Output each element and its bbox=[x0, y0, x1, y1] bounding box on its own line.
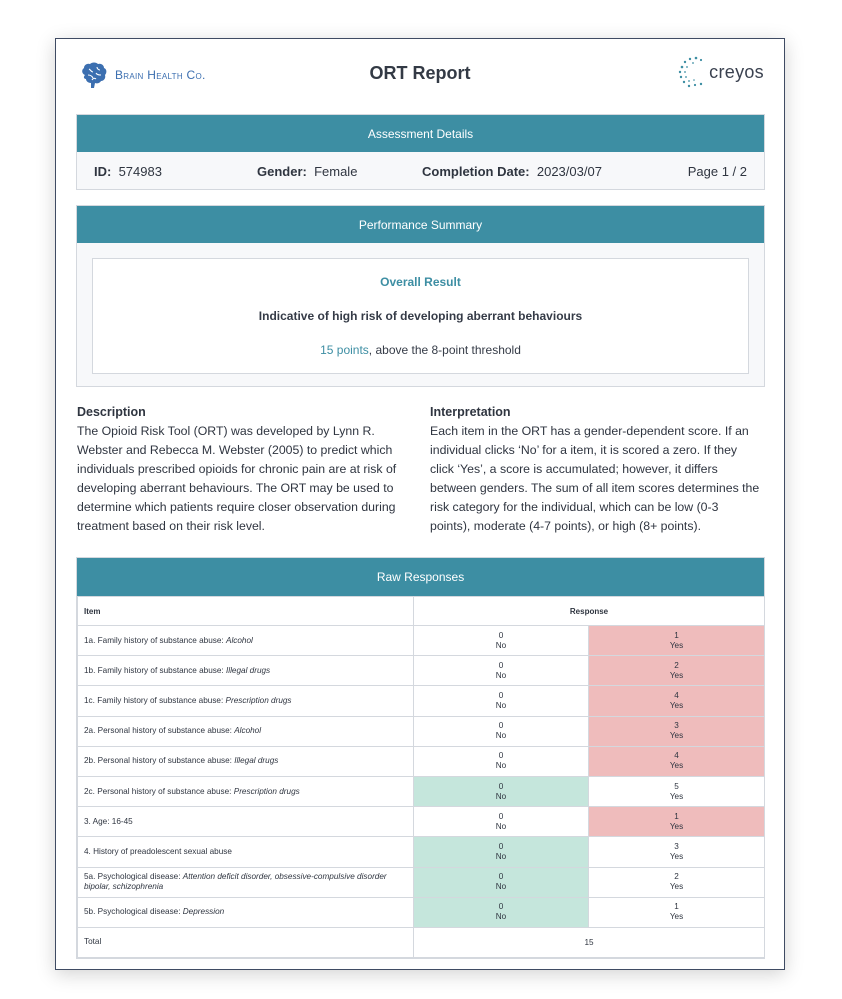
yes-label: Yes bbox=[669, 821, 684, 831]
yes-score: 4 bbox=[674, 690, 679, 700]
no-score: 0 bbox=[498, 841, 504, 851]
partner-logo bbox=[676, 55, 764, 89]
patient-id bbox=[94, 164, 162, 179]
yes-label: Yes bbox=[669, 670, 684, 680]
report-header bbox=[56, 39, 784, 114]
no-label: No bbox=[495, 912, 507, 922]
no-score: 0 bbox=[498, 872, 504, 882]
item-prefix: 4. History of preadolescent sexual abuse bbox=[84, 846, 232, 856]
item-label bbox=[78, 686, 414, 716]
raw-responses-title: Raw Responses bbox=[77, 558, 764, 596]
response-no-cell bbox=[414, 867, 589, 897]
id-value: 574983 bbox=[118, 164, 162, 179]
yes-label: Yes bbox=[669, 882, 684, 892]
item-prefix: 1c. Family history of substance abuse: bbox=[84, 695, 226, 705]
total-value: 15 bbox=[414, 927, 765, 957]
date-value: 2023/03/07 bbox=[536, 164, 602, 179]
response-yes-cell bbox=[589, 807, 765, 837]
response-yes-cell bbox=[589, 897, 765, 927]
table-row bbox=[78, 686, 765, 716]
table-row bbox=[78, 807, 765, 837]
no-score: 0 bbox=[498, 660, 504, 670]
item-column-header: Item bbox=[78, 597, 414, 626]
no-label: No bbox=[495, 640, 507, 650]
response-column-header: Response bbox=[414, 597, 765, 626]
brand-name: Brain Health Co. bbox=[115, 68, 206, 82]
response-no-cell bbox=[414, 807, 589, 837]
no-score: 0 bbox=[498, 630, 504, 640]
yes-score: 1 bbox=[674, 811, 679, 821]
report-page bbox=[55, 38, 785, 970]
total-row bbox=[78, 927, 765, 957]
no-label: No bbox=[495, 670, 507, 680]
response-yes-cell bbox=[589, 776, 765, 806]
overall-result-box bbox=[92, 258, 749, 374]
response-no-cell bbox=[414, 897, 589, 927]
yes-label: Yes bbox=[669, 761, 684, 771]
item-label bbox=[78, 837, 414, 867]
response-yes-cell bbox=[589, 746, 765, 776]
item-detail: Illegal drugs bbox=[226, 665, 271, 675]
yes-score: 2 bbox=[674, 872, 679, 882]
description-heading: Description bbox=[77, 405, 146, 419]
yes-score: 3 bbox=[674, 721, 679, 731]
item-prefix: 3. Age: 16-45 bbox=[84, 816, 133, 826]
total-label: Total bbox=[78, 927, 414, 957]
no-label: No bbox=[495, 700, 507, 710]
response-yes-cell bbox=[589, 626, 765, 656]
item-detail: Prescription drugs bbox=[225, 695, 292, 705]
item-detail: Alcohol bbox=[226, 635, 253, 645]
yes-score: 1 bbox=[674, 630, 679, 640]
no-label: No bbox=[495, 731, 507, 741]
table-row bbox=[78, 656, 765, 686]
description-text: The Opioid Risk Tool (ORT) was developed by Lynn R. Webster and Rebecca M. Webster (2005) to predict which individuals prescribed opioids for chronic pain are at risk of developing aberrant behaviours. The ORT may be used to determine which patients require closer observation during treatment based on their risk level. bbox=[77, 424, 397, 533]
interpretation-text: Each item in the ORT has a gender-dependent score. If an individual clicks ‘No’ for a item, it is scored a zero. If they click ‘Yes’, a score is accumulated; however, it differs between genders. The sum of all item scores determines the risk category for the individual, which can be low (0-3 points), moderate (4-7 points), or high (8+ points). bbox=[430, 424, 760, 533]
yes-score: 4 bbox=[674, 751, 679, 761]
yes-label: Yes bbox=[669, 700, 684, 710]
item-prefix: 2a. Personal history of substance abuse: bbox=[84, 726, 235, 736]
page-number: Page 1 / 2 bbox=[687, 164, 747, 179]
yes-label: Yes bbox=[669, 791, 684, 801]
table-header-row bbox=[78, 597, 765, 626]
yes-score: 3 bbox=[674, 841, 679, 851]
score-points: 15 points bbox=[320, 343, 369, 357]
item-prefix: 5b. Psychological disease: bbox=[84, 907, 183, 917]
item-prefix: 2c. Personal history of substance abuse: bbox=[84, 786, 234, 796]
table-row bbox=[78, 626, 765, 656]
performance-summary-title: Performance Summary bbox=[77, 206, 764, 243]
yes-label: Yes bbox=[669, 640, 684, 650]
no-label: No bbox=[495, 791, 507, 801]
item-detail: Illegal drugs bbox=[234, 756, 279, 766]
no-label: No bbox=[495, 761, 507, 771]
response-no-cell bbox=[414, 746, 589, 776]
item-detail: Alcohol bbox=[234, 726, 262, 736]
description-section bbox=[77, 403, 407, 536]
table-row bbox=[78, 716, 765, 746]
item-detail: Attention deficit disorder, obsessive-compulsive disorder bipolar, schizophrenia bbox=[84, 872, 387, 892]
response-yes-cell bbox=[589, 686, 765, 716]
completion-date bbox=[422, 164, 602, 179]
response-no-cell bbox=[414, 686, 589, 716]
yes-label: Yes bbox=[669, 912, 684, 922]
no-score: 0 bbox=[498, 811, 504, 821]
item-label bbox=[78, 807, 414, 837]
partner-name: creyos bbox=[709, 61, 764, 82]
item-label bbox=[78, 716, 414, 746]
risk-verdict: Indicative of high risk of developing aberrant behaviours bbox=[258, 309, 583, 323]
score-threshold: , above the 8-point threshold bbox=[368, 343, 521, 357]
item-label bbox=[78, 897, 414, 927]
report-title: ORT Report bbox=[369, 63, 471, 83]
score-line bbox=[93, 343, 748, 357]
item-prefix: 1a. Family history of substance abuse: bbox=[84, 635, 226, 645]
item-detail: Depression bbox=[182, 907, 225, 917]
overall-result-label: Overall Result bbox=[380, 275, 461, 289]
yes-score: 1 bbox=[674, 902, 679, 912]
response-no-cell bbox=[414, 837, 589, 867]
no-score: 0 bbox=[498, 902, 504, 912]
interpretation-heading: Interpretation bbox=[430, 405, 511, 419]
response-yes-cell bbox=[589, 837, 765, 867]
interpretation-section bbox=[430, 403, 760, 536]
patient-gender bbox=[257, 164, 357, 179]
id-label: ID: bbox=[94, 164, 112, 179]
assessment-details bbox=[76, 114, 765, 190]
no-score: 0 bbox=[498, 690, 504, 700]
no-score: 0 bbox=[498, 781, 504, 791]
responses-table bbox=[77, 596, 765, 958]
response-yes-cell bbox=[589, 716, 765, 746]
no-label: No bbox=[495, 882, 507, 892]
no-score: 0 bbox=[498, 751, 504, 761]
table-row bbox=[78, 897, 765, 927]
item-label bbox=[78, 656, 414, 686]
item-detail: Prescription drugs bbox=[233, 786, 300, 796]
dot-circle-logo-icon bbox=[676, 55, 706, 89]
table-row bbox=[78, 746, 765, 776]
response-no-cell bbox=[414, 656, 589, 686]
response-no-cell bbox=[414, 626, 589, 656]
assessment-details-title: Assessment Details bbox=[77, 115, 764, 152]
item-label bbox=[78, 776, 414, 806]
yes-label: Yes bbox=[669, 851, 684, 861]
table-row bbox=[78, 837, 765, 867]
table-row bbox=[78, 776, 765, 806]
table-row bbox=[78, 867, 765, 897]
yes-score: 5 bbox=[674, 781, 679, 791]
yes-score: 2 bbox=[674, 660, 679, 670]
gender-label: Gender: bbox=[257, 164, 307, 179]
item-prefix: 5a. Psychological disease: bbox=[84, 872, 183, 882]
response-yes-cell bbox=[589, 656, 765, 686]
raw-responses bbox=[76, 557, 765, 959]
no-label: No bbox=[495, 851, 507, 861]
response-yes-cell bbox=[589, 867, 765, 897]
yes-label: Yes bbox=[669, 731, 684, 741]
item-prefix: 1b. Family history of substance abuse: bbox=[84, 665, 226, 675]
response-no-cell bbox=[414, 716, 589, 746]
item-label bbox=[78, 746, 414, 776]
item-prefix: 2b. Personal history of substance abuse: bbox=[84, 756, 235, 766]
no-label: No bbox=[495, 821, 507, 831]
response-no-cell bbox=[414, 776, 589, 806]
date-label: Completion Date: bbox=[422, 164, 530, 179]
no-score: 0 bbox=[498, 721, 504, 731]
details-row bbox=[77, 152, 764, 189]
item-label bbox=[78, 626, 414, 656]
gender-value: Female bbox=[314, 164, 358, 179]
performance-summary bbox=[76, 205, 765, 387]
item-label bbox=[78, 867, 414, 897]
